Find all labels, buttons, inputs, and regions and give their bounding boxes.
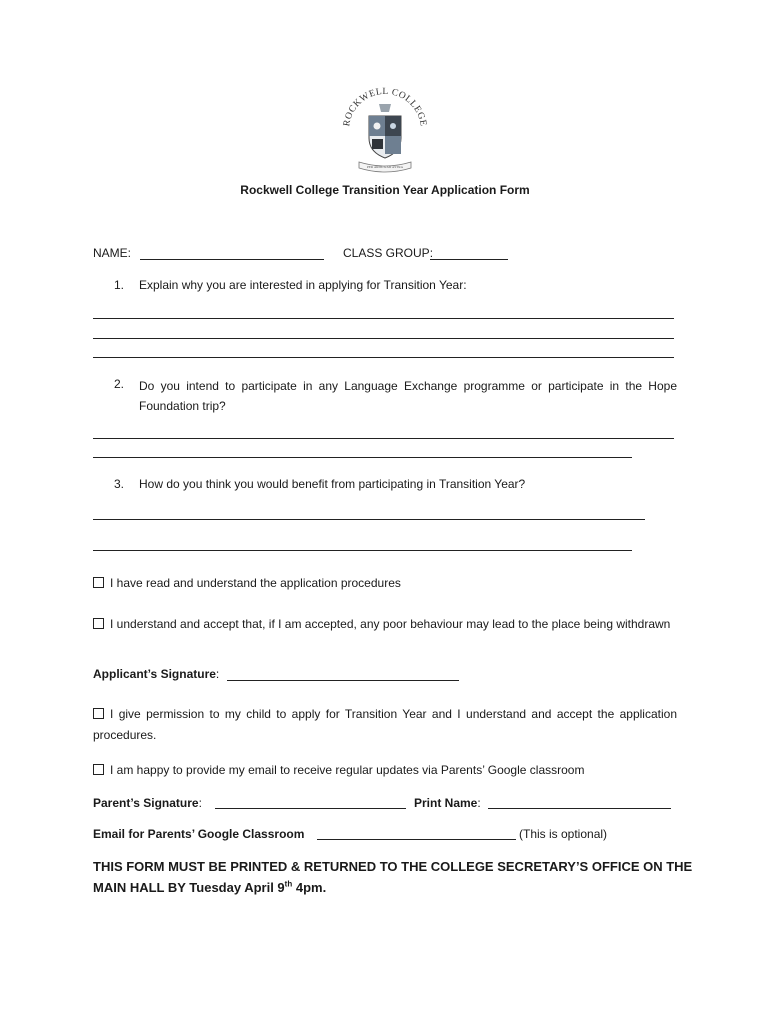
checkbox-email-updates-row [93,762,584,778]
checkbox-email-updates-label: I am happy to provide my email to receive regular updates via Parents’ Google classroom [110,763,585,777]
parent-signature-field[interactable] [215,808,406,809]
svg-text:ROCKWELL COLLEGE: ROCKWELL COLLEGE [342,86,428,128]
parent-signature-label: Parent’s Signature [93,796,199,810]
college-crest-logo [335,82,435,174]
question-2-text: Do you intend to participate in any Language Exchange programme or participate in the Hope Foundation trip? [139,379,677,413]
checkbox-permission[interactable] [93,708,104,719]
return-instructions-line-1: THIS FORM MUST BE PRINTED & RETURNED TO THE COLLEGE SECRETARY’S OFFICE ON THE [93,859,693,874]
print-name-row: Print Name: [414,796,481,810]
print-name-field[interactable] [488,808,671,809]
email-label: Email for Parents’ Google Classroom [93,827,305,841]
answer-line[interactable] [93,357,674,358]
class-group-label: CLASS GROUP: [343,246,434,260]
applicant-signature-field[interactable] [227,680,459,681]
svg-text:PER ARDUA AD ASTRA: PER ARDUA AD ASTRA [366,165,404,169]
checkbox-read-procedures-row [93,575,401,591]
checkbox-behaviour[interactable] [93,618,104,629]
question-1-number: 1. [114,278,125,292]
parent-signature-row: Parent’s Signature: [93,796,202,810]
answer-line[interactable] [93,519,645,520]
answer-line[interactable] [93,438,674,439]
answer-line[interactable] [93,318,674,319]
return-instructions-line-2: MAIN HALL BY Tuesday April 9th 4pm. [93,879,327,895]
answer-line[interactable] [93,338,674,339]
question-1-text: Explain why you are interested in applying for Transition Year: [139,278,467,292]
email-optional-note: (This is optional) [519,827,608,841]
class-group-field[interactable] [430,259,508,260]
applicant-signature-label: Applicant’s Signature [93,667,216,681]
email-field[interactable] [317,839,516,840]
question-3-number: 3. [114,477,125,491]
checkbox-behaviour-row [93,614,677,635]
applicant-signature-row: Applicant’s Signature: [93,667,220,681]
checkbox-behaviour-label: I understand and accept that, if I am accepted, any poor behaviour may lead to the place being withdrawn [110,617,671,631]
return-instructions [93,856,693,898]
question-3-text: How do you think you would benefit from participating in Transition Year? [139,477,526,491]
checkbox-read-procedures-label: I have read and understand the application procedures [110,576,401,590]
answer-line[interactable] [93,550,632,551]
answer-line[interactable] [93,457,632,458]
form-title: Rockwell College Transition Year Application Form [240,183,530,197]
checkbox-permission-label: I give permission to my child to apply for Transition Year and I understand and accept the application procedures. [93,707,677,742]
checkbox-read-procedures[interactable] [93,577,104,588]
checkbox-email-updates[interactable] [93,764,104,775]
name-field[interactable] [140,259,324,260]
name-label: NAME: [93,246,132,260]
checkbox-permission-row [93,704,677,746]
question-2-number: 2. [114,377,125,391]
print-name-label: Print Name [414,796,478,810]
